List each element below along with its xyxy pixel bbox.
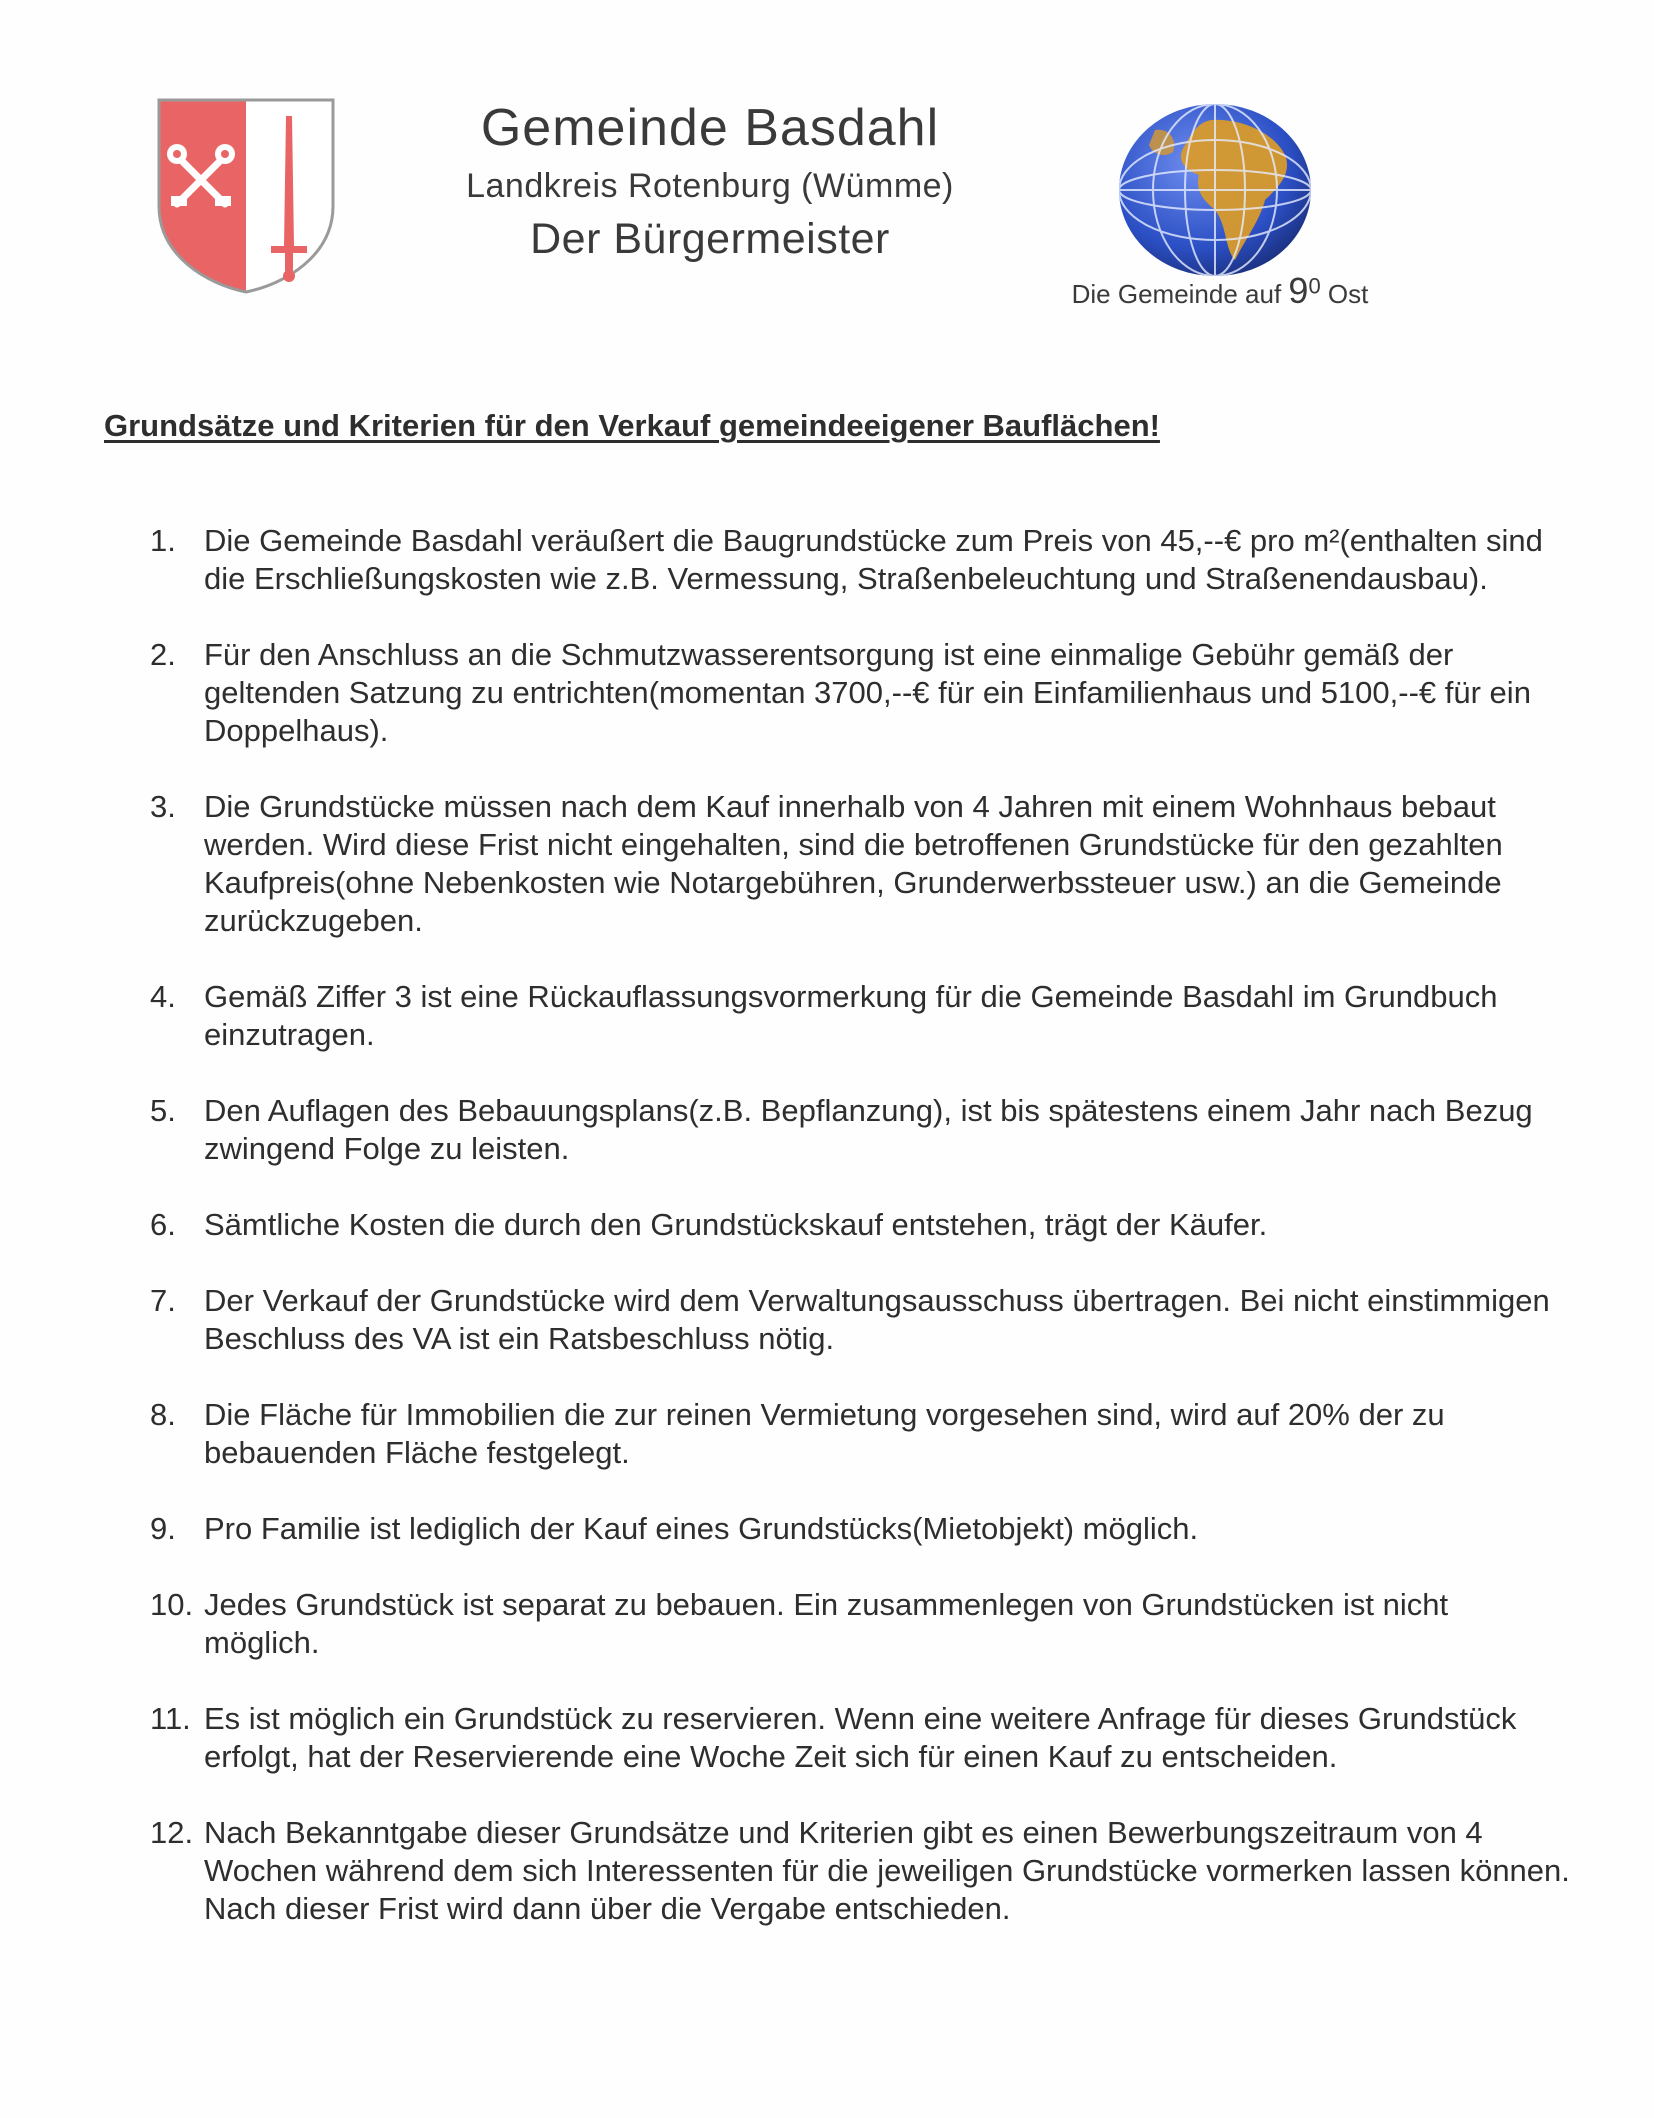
criteria-text: Den Auflagen des Bebauungsplans(z.B. Bepflanzung), ist bis spätestens einem Jahr nach Bezug zwingend Folge zu leisten. (204, 1093, 1533, 1166)
criteria-number: 12. (150, 1815, 194, 1850)
criteria-number: 9. (150, 1511, 176, 1546)
criteria-number: 2. (150, 637, 176, 672)
criteria-number: 8. (150, 1397, 176, 1432)
criteria-text: Jedes Grundstück ist separat zu bebauen. Ein zusammenlegen von Grundstücken ist nicht möglich. (204, 1587, 1449, 1660)
criteria-text: Die Grundstücke müssen nach dem Kauf innerhalb von 4 Jahren mit einem Wohnhaus bebaut werden. Wird diese Frist nicht eingehalten, sind die betroffenen Grundstücke für den gezahlten Kaufpreis(ohne Nebenkosten wie Notargebühren, Grunderwerbssteuer usw.) an die Gemeinde zurückzugeben. (204, 789, 1503, 938)
document-title: Grundsätze und Kriterien für den Verkauf gemeindeeigener Bauflächen! (104, 408, 1160, 443)
criteria-item-3 (150, 788, 1570, 940)
criteria-number: 6. (150, 1207, 176, 1242)
criteria-item-9 (150, 1510, 1570, 1548)
criteria-number: 7. (150, 1283, 176, 1318)
criteria-text: Sämtliche Kosten die durch den Grundstückskauf entstehen, trägt der Käufer. (204, 1207, 1268, 1242)
criteria-text: Der Verkauf der Grundstücke wird dem Verwaltungsausschuss übertragen. Bei nicht einstimmigen Beschluss des VA ist ein Ratsbeschluss nötig. (204, 1283, 1550, 1356)
criteria-item-1 (150, 522, 1570, 598)
globe-icon (1115, 100, 1315, 280)
criteria-item-11 (150, 1700, 1570, 1776)
criteria-text: Gemäß Ziffer 3 ist eine Rückauflassungsvormerkung für die Gemeinde Basdahl im Grundbuch einzutragen. (204, 979, 1498, 1052)
criteria-item-8 (150, 1396, 1570, 1472)
criteria-text: Nach Bekanntgabe dieser Grundsätze und Kriterien gibt es einen Bewerbungszeitraum von 4 Wochen während dem sich Interessenten für die jeweiligen Grundstücke vormerken lassen können. Nach dieser Frist wird dann über die Vergabe entschieden. (204, 1815, 1570, 1926)
criteria-text: Die Fläche für Immobilien die zur reinen Vermietung vorgesehen sind, wird auf 20% der zu bebauenden Fläche festgelegt. (204, 1397, 1445, 1470)
criteria-item-5 (150, 1092, 1570, 1168)
letterhead (360, 96, 1060, 266)
criteria-number: 1. (150, 523, 176, 558)
district-name: Landkreis Rotenburg (Wümme) (466, 167, 954, 205)
criteria-item-10 (150, 1586, 1570, 1662)
criteria-item-2 (150, 636, 1570, 750)
criteria-item-12 (150, 1814, 1570, 1928)
criteria-number: 5. (150, 1093, 176, 1128)
criteria-list (150, 522, 1570, 1966)
mayor-title: Der Bürgermeister (530, 215, 890, 263)
criteria-item-4 (150, 978, 1570, 1054)
criteria-text: Die Gemeinde Basdahl veräußert die Baugrundstücke zum Preis von 45,--€ pro m²(enthalten sind die Erschließungskosten wie z.B. Vermessung, Straßenbeleuchtung und Straßenendausbau). (204, 523, 1543, 596)
criteria-text: Für den Anschluss an die Schmutzwasserentsorgung ist eine einmalige Gebühr gemäß der geltenden Satzung zu entrichten(momentan 3700,--€ für ein Einfamilienhaus und 5100,--€ für ein Doppelhaus). (204, 637, 1531, 748)
criteria-text: Es ist möglich ein Grundstück zu reservieren. Wenn eine weitere Anfrage für dieses Grundstück erfolgt, hat der Reservierende eine Woche Zeit sich für einen Kauf zu entscheiden. (204, 1701, 1517, 1774)
criteria-number: 4. (150, 979, 176, 1014)
globe-caption-degree-sup: 0 (1308, 273, 1321, 299)
criteria-number: 3. (150, 789, 176, 824)
criteria-number: 11. (150, 1701, 191, 1736)
criteria-text: Pro Familie ist lediglich der Kauf eines Grundstücks(Mietobjekt) möglich. (204, 1511, 1199, 1546)
coat-of-arms-icon (155, 96, 337, 296)
globe-caption (1020, 270, 1420, 312)
criteria-item-6 (150, 1206, 1570, 1244)
globe-caption-prefix: Die Gemeinde auf (1071, 279, 1282, 309)
criteria-number: 10. (150, 1587, 194, 1622)
criteria-item-7 (150, 1282, 1570, 1358)
municipality-name: Gemeinde Basdahl (480, 99, 940, 157)
globe-caption-suffix: Ost (1327, 279, 1369, 309)
globe-caption-degree: 9 (1288, 270, 1309, 311)
